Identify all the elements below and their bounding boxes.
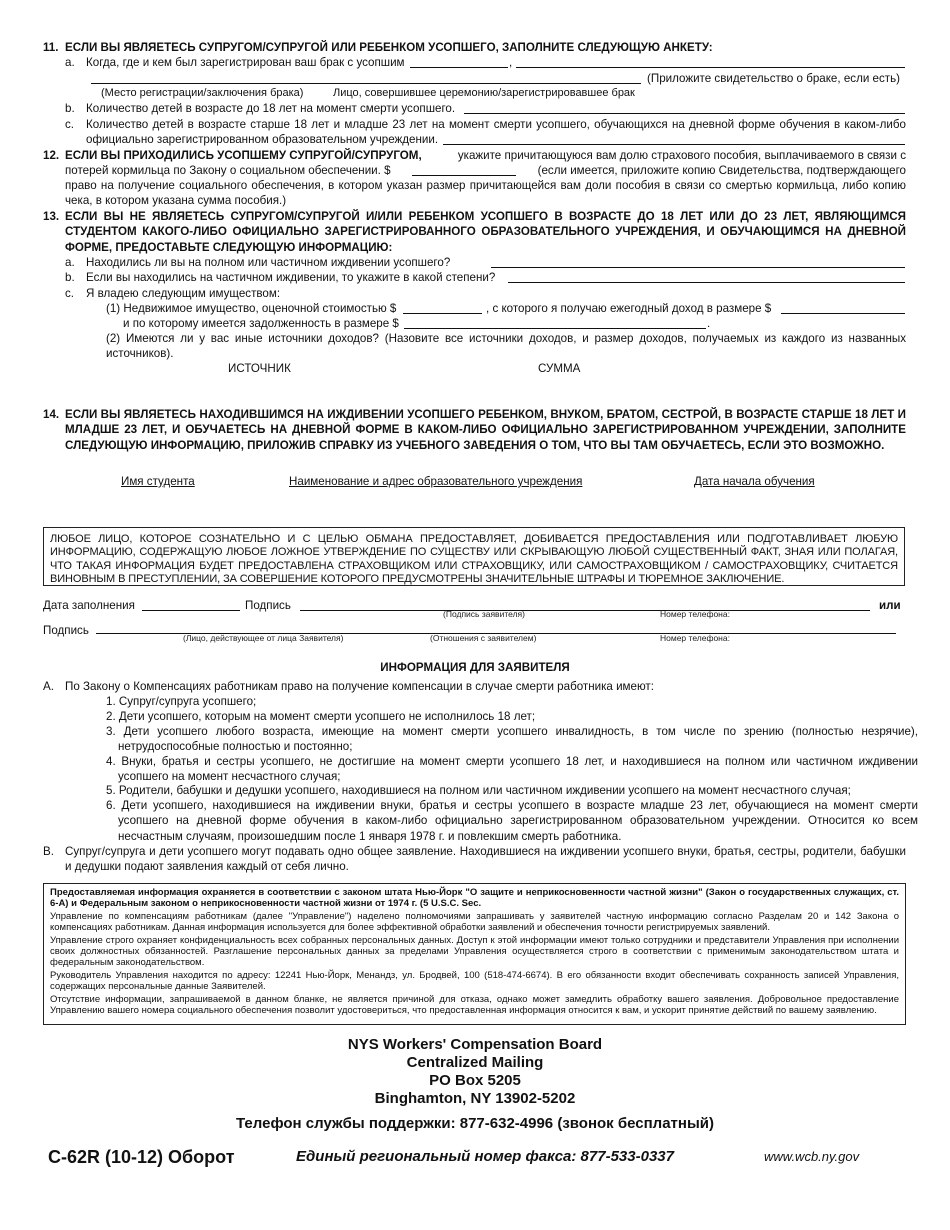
s13-a-letter: a. [65, 256, 75, 269]
privacy-notice-box [43, 883, 906, 1025]
property-2-span: (2) Имеются ли у вас иные источники доходов? (Назовите все источники доходов, и размер доходов, получаемых из каждого из названных источников). [106, 332, 906, 361]
privacy-paragraph-5: Отсутствие информации, запрашиваемой в данном бланке, не является причиной для отказа, однако может замедлить обработку вашего заявления. Добровольное предоставление Управлению вашего номера социального обеспечения позволит удостовериться, что предоставленная информация относится к вам, и ускорит принятие действий по вашему заявлению. [50, 994, 899, 1016]
section-13-heading: ЕСЛИ ВЫ НЕ ЯВЛЯЕТЕСЬ СУПРУГОМ/СУПРУГОЙ И/ИЛИ РЕБЕНКОМ УСОПШЕГО В ВОЗРАСТЕ ДО 18 ЛЕТ ИЛИ ДО 23 ЛЕТ, ЯВЛЯЮЩИМСЯ СТУДЕНТОМ КАКОГО-ЛИБО ОФИЦИАЛЬНО ЗАРЕГИСТРИРОВАННОГО ОБРАЗОВАТЕЛЬНОГО УЧРЕЖДЕНИЯ, И ОБУЧАЮЩИМСЯ НА ДНЕВНОЙ ФОРМЕ, ПРЕДОСТАВЬТЕ СЛЕДУЮЩУЮ ИНФОРМАЦИЮ: [65, 210, 906, 254]
info-a-text: По Закону о Компенсациях работникам право на получение компенсации в случае смерти работника имеют: [65, 680, 654, 693]
s13-a-text: Находились ли вы на полном или частичном иждивении усопшего? [86, 256, 451, 269]
s12-line2a: потерей кормильца по Закону о социальном обеспечении. $ [65, 164, 391, 177]
info-item-1: 1. Супруг/супруга усопшего; [106, 695, 257, 708]
info-item-5: 5. Родители, бабушки и дедушки усопшего, находившиеся на полном или частичном иждивении усопшего на момент несчастного случая; [106, 784, 851, 797]
phone2-caption: Номер телефона: [660, 633, 730, 643]
form-id: C-62R (10-12) Оборот [48, 1147, 235, 1167]
signature2-label: Подпись [43, 624, 89, 637]
section-12-number: 12. [43, 149, 60, 162]
info-b-text: Супруг/супруга и дети усопшего могут подавать одно общее заявление. Находившиеся на иждивении усопшего внуки, братья, сестры, родители, бабушки и дедушки подают заявления каждый от себя лично. [65, 845, 906, 874]
privacy-paragraph-4: Руководитель Управления находится по адресу: 12241 Нью-Йорк, Менандз, ул. Бродвей, 100 (518-474-6674). В его обязанности входит обеспечивать сохранность записей Управления, содержащих персональные данные Заявителей. [50, 970, 899, 992]
start-date-header: Дата начала обучения [694, 475, 815, 488]
address-line-3: PO Box 5205 [429, 1072, 521, 1089]
sum-column-header: СУММА [538, 362, 581, 375]
privacy-paragraph-2: Управление по компенсациям работникам (далее "Управление") наделено полномочиями запрашивать у заявителей частную информацию согласно Разделам 20 и 142 Закона о компенсациях работникам. Данная информация используется для более эффективной обработки заявлений и обеспечения точности регистрируемых заявлений. [50, 911, 899, 933]
s12-line1: укажите причитающуюся вам долю страхового пособия, выплачиваемого в связи с [457, 149, 906, 162]
property-1-text-b: , с которого я получаю ежегодный доход в размере $ [486, 302, 772, 315]
marriage-place-field-top[interactable] [516, 67, 905, 68]
privacy-paragraph-3: Управление строго охраняет конфиденциальность всех собранных персональных данных. Доступ к этой информации имеют только сотрудники и представители Управления при исполнении своих должностных обязанностей. Разглашение персональных данных за пределами Управления осуществляется строго в соответствии с применимым законодательством штата и федеральным законодательством. [50, 935, 899, 968]
info-item-2: 2. Дети усопшего, которым на момент смерти усопшего не исполнилось 18 лет; [106, 710, 536, 723]
applicant-signature-field[interactable] [300, 610, 870, 611]
s11-b-letter: b. [65, 102, 75, 115]
info-b-letter: B. [43, 845, 54, 858]
dependency-field[interactable] [491, 267, 905, 268]
s13-c-text: Я владею следующим имуществом: [86, 287, 281, 300]
property-value-field[interactable] [403, 313, 482, 314]
section-13-number: 13. [43, 210, 60, 223]
s11-b-text: Количество детей в возрасте до 18 лет на момент смерти усопшего. [86, 102, 456, 115]
s11-a-text: Когда, где и кем был зарегистрирован ваш брак с усопшим [86, 56, 405, 69]
info-a-letter: A. [43, 680, 54, 693]
agent-caption: (Лицо, действующее от лица Заявителя) [183, 633, 344, 643]
property-1-dot: . [707, 317, 711, 330]
school-header: Наименование и адрес образовательного учреждения [289, 475, 583, 488]
s11-a-comma: , [509, 56, 513, 69]
address-line-2: Centralized Mailing [406, 1054, 544, 1071]
s13-b-letter: b. [65, 271, 75, 284]
marriage-date-field[interactable] [410, 67, 508, 68]
children-18-23-field[interactable] [443, 144, 905, 145]
section-14-number: 14. [43, 408, 60, 421]
privacy-paragraph-1: Предоставляемая информация охраняется в соответствии с законом штата Нью-Йорк "О защите и неприкосновенности частной жизни" (Закон о государственных служащих, ст. 6-А) и Федеральным законом о неприкосновенности частной жизни от 1974 г. (5 U.S.C. Sec. [50, 887, 899, 909]
info-item-6: 6. Дети усопшего, находившиеся на иждивении внуки, братья и сестры усопшего в возрасте младше 23 лет, обучающиеся на момент смерти усопшего на дневной форме обучения в каком-либо официально зарегистрированном образовательном учреждении. Относится ко всем несчастным случаям, произошедшим после 1 января 1978 г. и повлекшим смерть работника. [106, 799, 918, 843]
property-1-text-a: (1) Недвижимое имущество, оценочной стоимостью $ [106, 302, 397, 315]
applicant-signature-caption: (Подпись заявителя) [443, 609, 525, 619]
fraud-warning-box [43, 527, 905, 586]
section-12-heading: ЕСЛИ ВЫ ПРИХОДИЛИСЬ УСОПШЕМУ СУПРУГОЙ/СУПРУГОМ, [65, 149, 422, 162]
s11-a-letter: a. [65, 56, 75, 69]
debt-field[interactable] [404, 328, 706, 329]
s12-line4: чека, в котором указана сумма пособия.) [65, 194, 287, 207]
s12-line3: право на получение социального обеспечения, в котором указан размер причитающейся вам доли пособия в связи со смертью кормильца, либо копию [65, 179, 906, 192]
website: www.wcb.ny.gov [764, 1149, 860, 1164]
address-line-1: NYS Workers' Compensation Board [347, 1036, 603, 1053]
property-1-text-c: и по которому имеется задолженность в размере $ [123, 317, 399, 330]
info-item-4: 4. Внуки, братья и сестры усопшего, не достигшие на момент смерти усопшего 18 лет, и находившиеся на полном или частичном иждивении усопшего на момент несчастного случая; [106, 755, 918, 784]
officiant-caption: Лицо, совершившее церемонию/зарегистрировавшее брак [333, 87, 635, 99]
section-14-heading: ЕСЛИ ВЫ ЯВЛЯЕТЕСЬ НАХОДИВШИМСЯ НА ИЖДИВЕНИИ УСОПШЕГО РЕБЕНКОМ, ВНУКОМ, БРАТОМ, СЕСТРОЙ, В ВОЗРАСТЕ СТАРШЕ 18 ЛЕТ И МЛАДШЕ 23 ЛЕТ, И ОБУЧАЕТЕСЬ НА ДНЕВНОЙ ФОРМЕ В КАКОМ-ЛИБО ОФИЦИАЛЬНО ЗАРЕГИСТРИРОВАННОМ УЧРЕЖДЕНИИ, ЗАПОЛНИТЕ СЛЕДУЮЩУЮ ИНФОРМАЦИЮ, ПРИЛОЖИВ СПРАВКУ ИЗ УЧЕБНОГО ЗАВЕДЕНИЯ О ТОМ, ЧТО ВЫ ТАМ ОБУЧАЕТЕСЬ, ЕСЛИ ЭТО ВОЗМОЖНО. [65, 408, 906, 452]
section-11-number: 11. [43, 41, 59, 54]
phone-caption: Номер телефона: [660, 609, 730, 619]
social-security-share-field[interactable] [412, 175, 516, 176]
fraud-warning-text: ЛЮБОЕ ЛИЦО, КОТОРОЕ СОЗНАТЕЛЬНО И С ЦЕЛЬЮ ОБМАНА ПРЕДОСТАВЛЯЕТ, ДОБИВАЕТСЯ ПРЕДОСТАВЛЕНИЯ ИЛИ ПОДГОТАВЛИВАЕТ ЛЮБУЮ ИНФОРМАЦИЮ, СОДЕРЖАЩУЮ ЛЮБОЕ ЛОЖНОЕ УТВЕРЖДЕНИЕ ПО СУЩЕСТВУ ИЛИ СКРЫВАЮЩУЮ ЛЮБОЙ СУЩЕСТВЕННЫЙ ФАКТ, ЗНАЯ ИЛИ ПОЛАГАЯ, ЧТО ТАКАЯ ИНФОРМАЦИЯ БУДЕТ ПРЕДОСТАВЛЕНА СТРАХОВЩИКОМ ИЛИ СТРАХОВЩИКУ, ИЛИ САМОСТРАХОВЩИКОМ / САМОСТРАХОВЩИКУ, СЧИТАЕТСЯ ВИНОВНЫМ В ПРЕСТУПЛЕНИИ, ЗА СОВЕРШЕНИЕ КОТОРОГО ПРЕДУСМОТРЕНЫ ЗНАЧИТЕЛЬНЫЕ ШТРАФЫ И ТЮРЕМНОЕ ЗАКЛЮЧЕНИЕ. [50, 533, 898, 585]
support-phone: Телефон службы поддержки: 877-632-4996 (звонок бесплатный) [236, 1115, 714, 1132]
children-under-18-field[interactable] [464, 113, 905, 114]
s13-b-text: Если вы находились на частичном иждивении, то укажите в какой степени? [86, 271, 496, 284]
marriage-certificate-note: (Приложите свидетельство о браке, если есть) [647, 72, 900, 85]
s11-c-text: Количество детей в возрасте старше 18 лет и младше 23 лет на момент смерти усопшего, обучающихся на дневной форме обучения в каком-либо официально зарегистрированном образовательном учреждении. [86, 118, 906, 147]
s12-line2b: (если имеется, приложите копию Свидетельства, подтверждающего [537, 164, 906, 177]
info-title: ИНФОРМАЦИЯ ДЛЯ ЗАЯВИТЕЛЯ [380, 661, 570, 674]
s11-c-letter: c. [65, 118, 75, 131]
place-caption: (Место регистрации/заключения брака) [101, 87, 304, 99]
date-field[interactable] [142, 610, 240, 611]
section-11-heading: ЕСЛИ ВЫ ЯВЛЯЕТЕСЬ СУПРУГОМ/СУПРУГОЙ ИЛИ РЕБЕНКОМ УСОПШЕГО, ЗАПОЛНИТЕ СЛЕДУЮЩУЮ АНКЕТУ: [65, 41, 713, 54]
partial-dependency-field[interactable] [508, 282, 905, 283]
signature-label: Подпись [245, 599, 291, 612]
fax-number: Единый региональный номер факса: 877-533-0337 [296, 1148, 674, 1165]
s13-c-letter: c. [65, 287, 75, 300]
student-name-header: Имя студента [121, 475, 195, 488]
annual-income-field[interactable] [781, 313, 905, 314]
address-line-4: Binghamton, NY 13902-5202 [374, 1090, 576, 1107]
source-column-header: ИСТОЧНИК [228, 362, 291, 375]
marriage-place-field[interactable] [91, 83, 641, 84]
or-label: или [879, 599, 901, 612]
info-item-3: 3. Дети усопшего любого возраста, имеющие на момент смерти усопшего инвалидность, в том числе по зрению (полностью незрячие), нетрудоспособные полностью и постоянно; [106, 725, 918, 754]
relation-caption: (Отношения с заявителем) [430, 633, 537, 643]
date-label: Дата заполнения [43, 599, 135, 612]
property-2-text [106, 331, 906, 362]
